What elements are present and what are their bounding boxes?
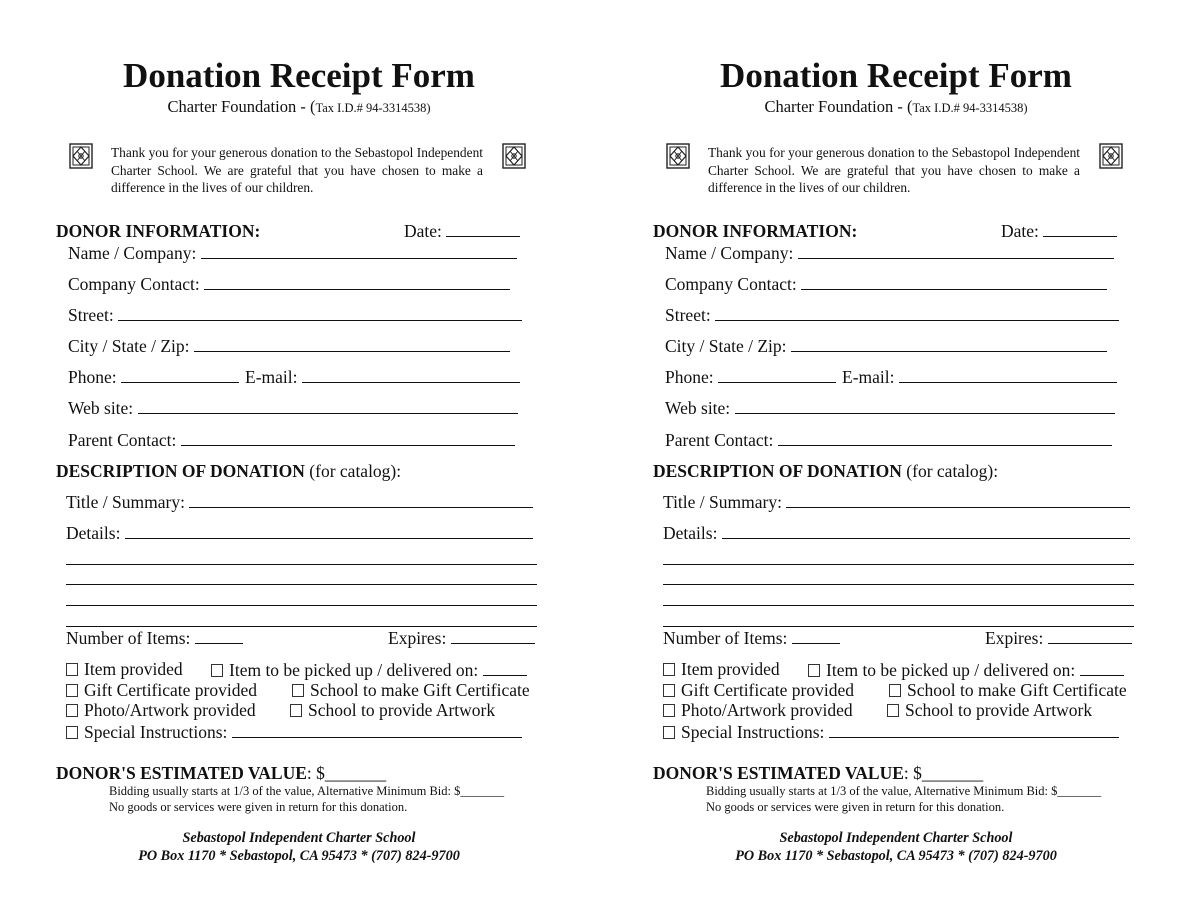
expires-field[interactable]: Expires: [388, 627, 535, 649]
celtic-knot-icon [69, 143, 93, 169]
description-heading: DESCRIPTION OF DONATION (for catalog): [653, 461, 999, 481]
parent-contact-field[interactable]: Parent Contact: [68, 429, 515, 451]
city-state-zip-field[interactable]: City / State / Zip: [68, 335, 510, 357]
phone-field[interactable]: Phone: [665, 366, 836, 388]
school-artwork-checkbox[interactable]: School to provide Artwork [887, 700, 1092, 721]
estimated-value-heading: DONOR'S ESTIMATED VALUE: $_______ [653, 763, 984, 783]
estimated-value-heading: DONOR'S ESTIMATED VALUE: $_______ [56, 763, 387, 783]
celtic-knot-icon [666, 143, 690, 169]
donor-info-heading: DONOR INFORMATION: [56, 221, 261, 241]
title-summary-field[interactable]: Title / Summary: [66, 491, 533, 513]
street-field[interactable]: Street: [68, 304, 522, 326]
item-pickup-checkbox[interactable]: Item to be picked up / delivered on: [211, 659, 527, 681]
bid-note: Bidding usually starts at 1/3 of the value, Alternative Minimum Bid: $_______ [109, 784, 505, 798]
number-of-items-field[interactable]: Number of Items: [66, 627, 243, 649]
date-field[interactable]: Date: [1001, 220, 1117, 242]
form-subtitle: Charter Foundation - (Tax I.D.# 94-3314538) [167, 97, 431, 116]
details-line[interactable] [66, 584, 537, 585]
donor-info-heading: DONOR INFORMATION: [653, 221, 858, 241]
celtic-knot-icon [502, 143, 526, 169]
name-company-field[interactable]: Name / Company: [68, 242, 517, 264]
school-gift-certificate-checkbox[interactable]: School to make Gift Certificate [889, 680, 1127, 701]
photo-artwork-provided-checkbox[interactable]: Photo/Artwork provided [66, 700, 256, 721]
form-title: Donation Receipt Form [123, 56, 475, 95]
details-line[interactable] [66, 564, 537, 565]
details-line[interactable] [663, 584, 1134, 585]
footer-address: PO Box 1170 * Sebastopol, CA 95473 * (707) 824-9700 [138, 848, 460, 864]
item-provided-checkbox[interactable]: Item provided [66, 659, 183, 680]
form-title: Donation Receipt Form [720, 56, 1072, 95]
footer-school-name: Sebastopol Independent Charter School [779, 830, 1013, 846]
street-field[interactable]: Street: [665, 304, 1119, 326]
website-field[interactable]: Web site: [665, 397, 1115, 419]
gift-certificate-provided-checkbox[interactable]: Gift Certificate provided [663, 680, 854, 701]
school-artwork-checkbox[interactable]: School to provide Artwork [290, 700, 495, 721]
title-summary-field[interactable]: Title / Summary: [663, 491, 1130, 513]
details-field[interactable]: Details: [66, 522, 533, 544]
details-line[interactable] [66, 605, 537, 606]
gift-certificate-provided-checkbox[interactable]: Gift Certificate provided [66, 680, 257, 701]
special-instructions-checkbox[interactable]: Special Instructions: [66, 721, 522, 743]
footer-address: PO Box 1170 * Sebastopol, CA 95473 * (707) 824-9700 [735, 848, 1057, 864]
item-pickup-checkbox[interactable]: Item to be picked up / delivered on: [808, 659, 1124, 681]
photo-artwork-provided-checkbox[interactable]: Photo/Artwork provided [663, 700, 853, 721]
name-company-field[interactable]: Name / Company: [665, 242, 1114, 264]
city-state-zip-field[interactable]: City / State / Zip: [665, 335, 1107, 357]
email-field[interactable]: E-mail: [245, 366, 520, 388]
parent-contact-field[interactable]: Parent Contact: [665, 429, 1112, 451]
date-field[interactable]: Date: [404, 220, 520, 242]
phone-field[interactable]: Phone: [68, 366, 239, 388]
thank-you-text: Thank you for your generous donation to the Sebastopol Independent Charter School. We are grateful that you have chosen to make a difference in the lives of our children. [708, 145, 1080, 195]
email-field[interactable]: E-mail: [842, 366, 1117, 388]
website-field[interactable]: Web site: [68, 397, 518, 419]
details-field[interactable]: Details: [663, 522, 1130, 544]
thank-you-text: Thank you for your generous donation to the Sebastopol Independent Charter School. We are grateful that you have chosen to make a difference in the lives of our children. [111, 145, 483, 195]
donation-form-left [50, 0, 590, 924]
footer-school-name: Sebastopol Independent Charter School [182, 830, 416, 846]
company-contact-field[interactable]: Company Contact: [68, 273, 510, 295]
school-gift-certificate-checkbox[interactable]: School to make Gift Certificate [292, 680, 530, 701]
bid-note: Bidding usually starts at 1/3 of the value, Alternative Minimum Bid: $_______ [706, 784, 1102, 798]
form-subtitle: Charter Foundation - (Tax I.D.# 94-3314538) [764, 97, 1028, 116]
donation-form-right [647, 0, 1187, 924]
expires-field[interactable]: Expires: [985, 627, 1132, 649]
company-contact-field[interactable]: Company Contact: [665, 273, 1107, 295]
details-line[interactable] [663, 564, 1134, 565]
item-provided-checkbox[interactable]: Item provided [663, 659, 780, 680]
description-heading: DESCRIPTION OF DONATION (for catalog): [56, 461, 402, 481]
goods-note: No goods or services were given in return for this donation. [109, 800, 408, 814]
details-line[interactable] [663, 605, 1134, 606]
celtic-knot-icon [1099, 143, 1123, 169]
goods-note: No goods or services were given in return for this donation. [706, 800, 1005, 814]
number-of-items-field[interactable]: Number of Items: [663, 627, 840, 649]
special-instructions-checkbox[interactable]: Special Instructions: [663, 721, 1119, 743]
